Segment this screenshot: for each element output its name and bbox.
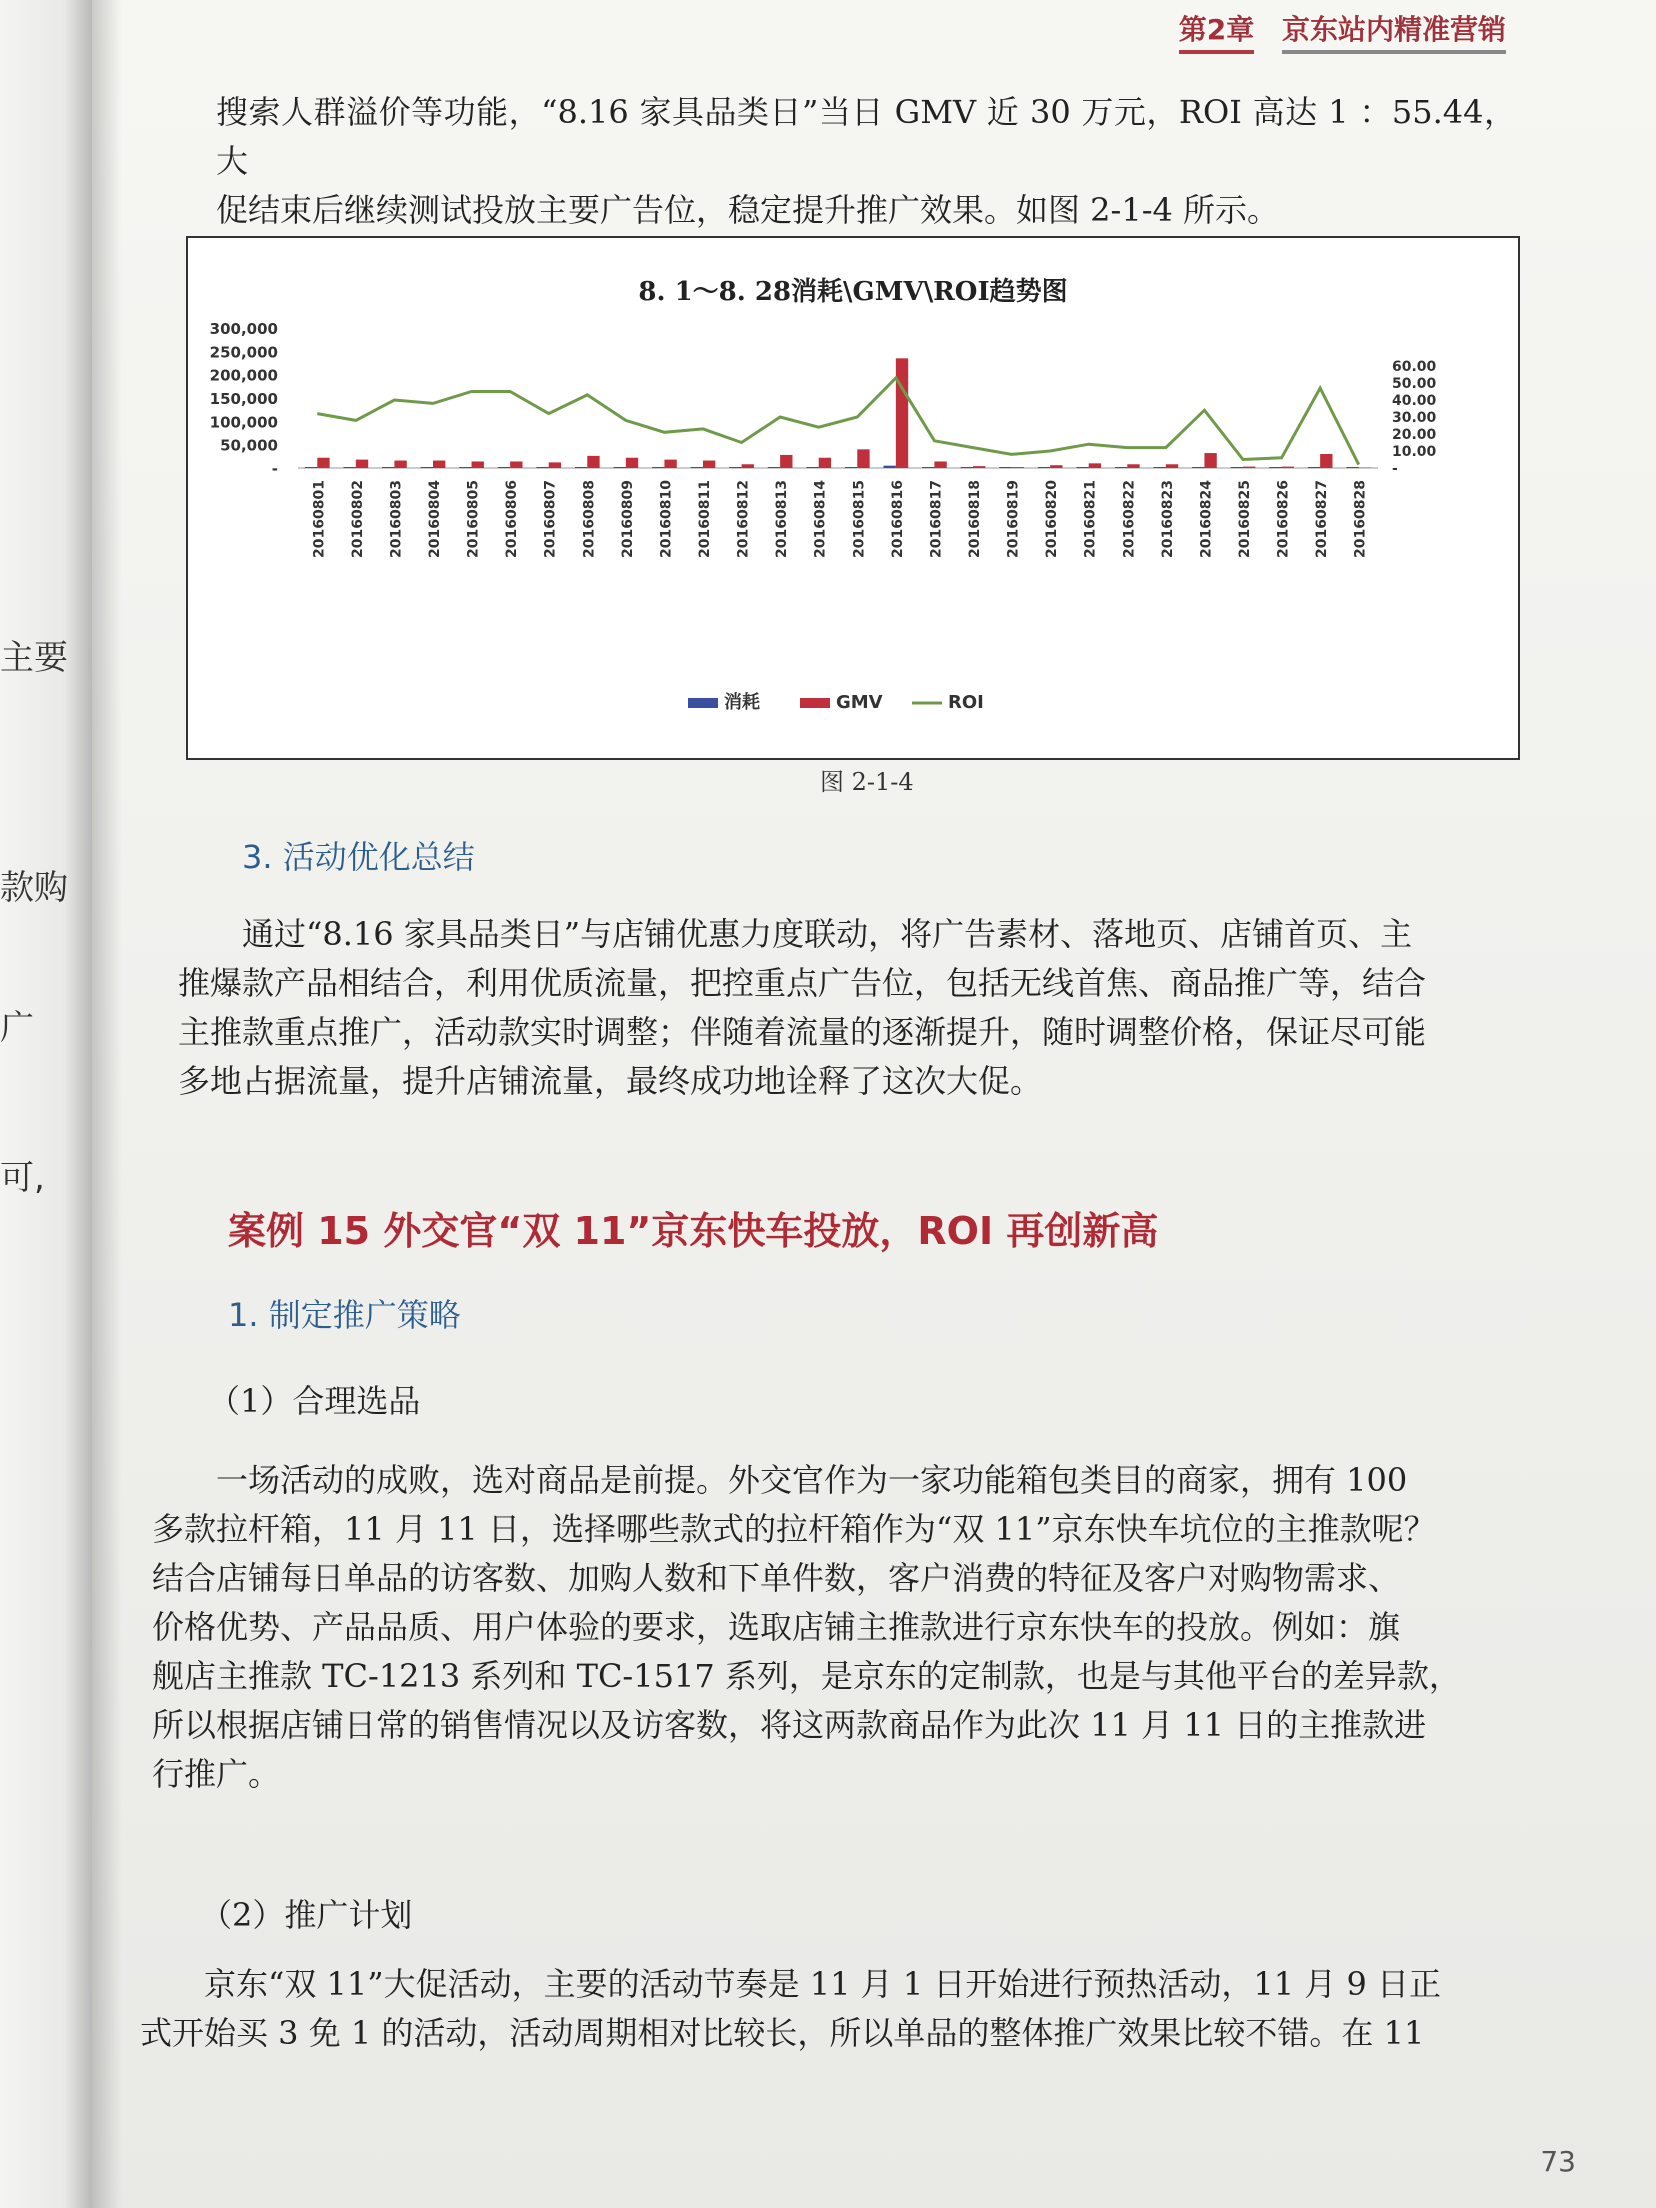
- adjacent-page: [0, 0, 92, 2208]
- x-axis-tick: 20160801: [311, 480, 328, 558]
- gmv-bar: [1012, 467, 1024, 468]
- text-line: 行推广。: [152, 1755, 281, 1793]
- spend-bar: [845, 467, 857, 468]
- gmv-bar: [1166, 464, 1178, 468]
- legend-label: 消耗: [724, 692, 760, 713]
- right-axis-tick: 10.00: [1392, 444, 1437, 460]
- text-line: 京东“双 11”大促活动，主要的活动节奏是 11 月 1 日开始进行预热活动，11 月 9 日正: [204, 1965, 1441, 2003]
- spend-bar: [614, 467, 626, 468]
- spend-bar: [768, 467, 780, 468]
- case-title: 案例 15 外交官“双 11”京东快车投放，ROI 再创新高: [228, 1209, 1159, 1253]
- legend-swatch: [688, 698, 718, 708]
- left-axis-tick: 50,000: [220, 436, 278, 455]
- spend-bar: [1308, 467, 1320, 468]
- spend-bar: [806, 467, 818, 468]
- spend-bar: [691, 467, 703, 468]
- chapter-label: 第2章: [1179, 13, 1254, 54]
- spend-bar: [1076, 467, 1088, 468]
- section-heading: 3. 活动优化总结: [242, 838, 475, 876]
- x-axis-tick: 20160814: [812, 480, 829, 558]
- left-axis-tick: 150,000: [209, 390, 278, 408]
- x-axis-tick: 20160812: [735, 480, 752, 558]
- gmv-bar: [1282, 467, 1294, 468]
- left-axis-tick: 200,000: [209, 366, 278, 385]
- page-gutter-shadow: [92, 0, 122, 2208]
- x-axis-tick: 20160828: [1352, 480, 1369, 558]
- gmv-bar: [742, 464, 754, 468]
- text-line: 式开始买 3 免 1 的活动，活动周期相对比较长，所以单品的整体推广效果比较不错。在 11: [140, 2014, 1425, 2052]
- gmv-bar: [780, 455, 792, 468]
- text-line: 促结束后继续测试投放主要广告位，稳定提升推广效果。如图 2-1-4 所示。: [216, 191, 1280, 229]
- gmv-bar: [394, 461, 406, 468]
- gmv-bar: [317, 458, 329, 468]
- item2-heading: （2）推广计划: [200, 1896, 413, 1934]
- legend-label: GMV: [836, 692, 883, 713]
- spend-bar: [536, 467, 548, 468]
- text-line: 价格优势、产品品质、用户体验的要求，选取店铺主推款进行京东快车的投放。例如：旗: [152, 1608, 1401, 1646]
- gmv-bar: [819, 458, 831, 468]
- spend-bar: [421, 467, 433, 468]
- x-axis-tick: 20160809: [619, 480, 636, 558]
- chart-svg: [188, 238, 1518, 758]
- chart-title: 8. 1～8. 28消耗\GMV\ROI趋势图: [638, 277, 1068, 307]
- spend-bar: [652, 467, 664, 468]
- left-axis-tick: 300,000: [209, 320, 278, 338]
- right-axis-tick: -: [1392, 461, 1398, 477]
- item2-paragraph: [140, 1960, 1518, 2058]
- x-axis-tick: 20160822: [1121, 480, 1138, 558]
- spend-bar: [1231, 467, 1243, 468]
- spend-bar: [1038, 467, 1050, 468]
- roi-line: [317, 378, 1358, 465]
- spend-bar: [344, 467, 356, 468]
- text-line: 多款拉杆箱，11 月 11 日，选择哪些款式的拉杆箱作为“双 11”京东快车坑位的主推款呢？: [152, 1510, 1436, 1548]
- gmv-bar: [1204, 453, 1216, 468]
- text-line: 舰店主推款 TC-1213 系列和 TC-1517 系列，是京东的定制款，也是与其他平台的差异款，: [152, 1657, 1461, 1695]
- spend-bar: [459, 467, 471, 468]
- margin-fragment: 广: [0, 1008, 34, 1048]
- section3-paragraph: [178, 910, 1518, 1106]
- x-axis-tick: 20160808: [581, 480, 598, 558]
- right-axis-tick: 30.00: [1392, 410, 1437, 426]
- right-axis-tick: 50.00: [1392, 376, 1437, 392]
- x-axis-tick: 20160824: [1198, 480, 1215, 558]
- gmv-bar: [664, 460, 676, 468]
- gmv-bar: [626, 458, 638, 468]
- running-header: [1179, 8, 1506, 48]
- gmv-bar: [549, 462, 561, 468]
- spend-bar: [498, 467, 510, 468]
- gmv-bar: [433, 461, 445, 468]
- spend-bar: [1154, 467, 1166, 468]
- text-line: 所以根据店铺日常的销售情况以及访客数，将这两款商品作为此次 11 月 11 日的主推款进: [152, 1706, 1427, 1744]
- text-line: 结合店铺每日单品的访客数、加购人数和下单件数，客户消费的特征及客户对购物需求、: [152, 1559, 1401, 1597]
- spend-bar: [305, 467, 317, 468]
- x-axis-tick: 20160825: [1237, 480, 1253, 558]
- right-axis-tick: 60.00: [1392, 359, 1437, 375]
- margin-fragment: 可,: [0, 1158, 45, 1198]
- spend-bar: [382, 467, 394, 468]
- spend-bar: [575, 467, 587, 468]
- spend-bar: [729, 467, 741, 468]
- gmv-bar: [896, 358, 908, 468]
- chapter-title: 京东站内精准营销: [1282, 13, 1506, 54]
- gmv-bar: [934, 461, 946, 468]
- page-number: 73: [1540, 2145, 1576, 2178]
- item1-paragraph: [152, 1456, 1518, 1799]
- gmv-bar: [1050, 465, 1062, 468]
- x-axis-tick: 20160820: [1044, 480, 1061, 558]
- x-axis-tick: 20160816: [889, 480, 906, 558]
- text-line: 推爆款产品相结合，利用优质流量，把控重点广告位，包括无线首焦、商品推广等，结合: [178, 964, 1427, 1002]
- spend-bar: [1346, 467, 1358, 468]
- intro-paragraph: [216, 88, 1516, 235]
- x-axis-tick: 20160804: [427, 480, 443, 558]
- x-axis-tick: 20160803: [388, 480, 405, 558]
- spend-bar: [922, 467, 934, 468]
- x-axis-tick: 20160806: [504, 480, 521, 558]
- text-line: 多地占据流量，提升店铺流量，最终成功地诠释了这次大促。: [178, 1062, 1043, 1100]
- gmv-bar: [1127, 464, 1139, 468]
- x-axis-tick: 20160807: [542, 480, 559, 558]
- x-axis-tick: 20160815: [851, 480, 868, 558]
- strategy-heading: 1. 制定推广策略: [228, 1296, 461, 1334]
- spend-bar: [961, 467, 973, 468]
- gmv-bar: [587, 456, 599, 468]
- gmv-bar: [857, 449, 869, 468]
- margin-fragment: 款购: [0, 868, 68, 908]
- gmv-bar: [510, 461, 522, 468]
- x-axis-tick: 20160819: [1005, 480, 1022, 558]
- spend-bar: [1115, 467, 1127, 468]
- legend-swatch: [800, 698, 830, 708]
- left-axis-tick: 250,000: [209, 343, 278, 362]
- x-axis-tick: 20160810: [658, 480, 675, 558]
- x-axis-tick: 20160817: [928, 480, 945, 558]
- x-axis-tick: 20160805: [465, 480, 482, 558]
- x-axis-tick: 20160821: [1082, 480, 1099, 558]
- x-axis-tick: 20160802: [349, 480, 366, 558]
- margin-fragment: 主要: [0, 638, 68, 678]
- text-line: 通过“8.16 家具品类日”与店铺优惠力度联动，将广告素材、落地页、店铺首页、主: [242, 915, 1413, 953]
- legend-label: ROI: [948, 692, 984, 713]
- gmv-bar: [356, 460, 368, 468]
- right-axis-tick: 40.00: [1392, 393, 1437, 409]
- spend-bar: [999, 467, 1011, 468]
- text-line: 主推款重点推广，活动款实时调整；伴随着流量的逐渐提升，随时调整价格，保证尽可能: [178, 1013, 1427, 1051]
- spend-bar: [884, 466, 896, 468]
- item1-heading: （1）合理选品: [208, 1382, 421, 1420]
- spend-bar: [1192, 467, 1204, 468]
- gmv-bar: [703, 461, 715, 468]
- gmv-bar: [1243, 467, 1255, 468]
- x-axis-tick: 20160826: [1275, 480, 1292, 558]
- spend-bar: [1269, 467, 1281, 468]
- x-axis-tick: 20160827: [1314, 480, 1331, 558]
- gmv-bar: [472, 461, 484, 468]
- left-axis-tick: -: [271, 460, 278, 478]
- left-axis-tick: 100,000: [209, 413, 278, 432]
- gmv-bar: [1320, 454, 1332, 468]
- trend-chart: [186, 236, 1520, 760]
- figure-caption: 图 2-1-4: [820, 768, 914, 796]
- text-line: 一场活动的成败，选对商品是前提。外交官作为一家功能箱包类目的商家，拥有 100: [216, 1461, 1408, 1499]
- x-axis-tick: 20160811: [697, 480, 713, 558]
- x-axis-tick: 20160818: [967, 480, 983, 558]
- gmv-bar: [973, 466, 985, 468]
- x-axis-tick: 20160823: [1159, 480, 1176, 558]
- text-line: 搜索人群溢价等功能，“8.16 家具品类日”当日 GMV 近 30 万元，ROI 高达 1 ：55.44，大: [216, 93, 1516, 180]
- x-axis-tick: 20160813: [774, 480, 791, 558]
- gmv-bar: [1089, 463, 1101, 468]
- right-axis-tick: 20.00: [1392, 427, 1437, 443]
